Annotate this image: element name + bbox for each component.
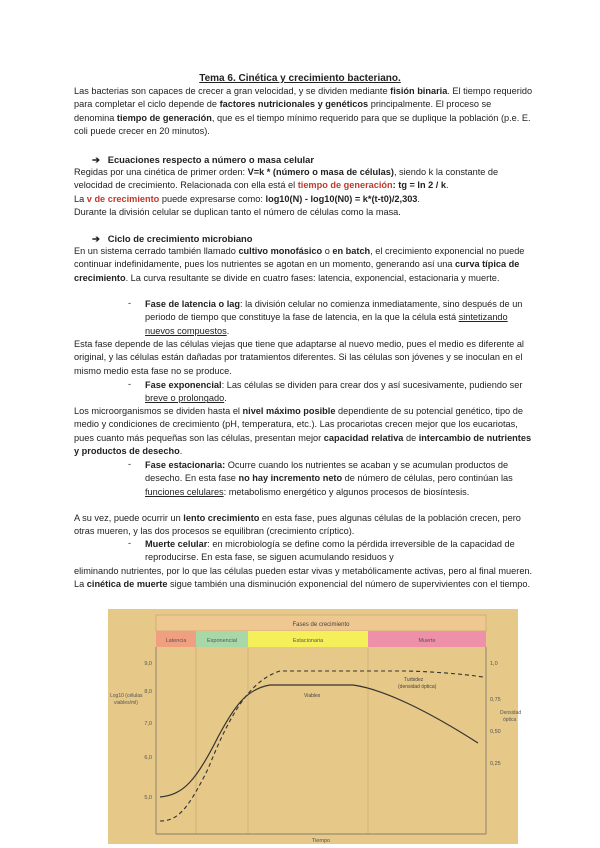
arrow-icon: ➔ — [92, 154, 100, 165]
turbidez-label: Turbidez — [404, 677, 424, 683]
stationary-phase-item: Fase estacionaria: Ocurre cuando los nutrientes se acaban y se acumulan productos de desecho. En esta fase no hay incremento neto de número de células, pero continúan las funciones celulares: metabolismo energético y algunos procesos de biosíntesis. — [145, 460, 513, 497]
exponential-paragraph: Los microorganismos se dividen hasta el nivel máximo posible dependiente de su potencial genético, tipo de medio y condiciones de crecimiento (pH, temperatura, etc.). Las procariotas crecen mejor que los eucariotas, pues cuanto más pequeñas son las células, presentan mejor capacidad relativa de intercambio de nutrientes y productos de desecho. — [74, 406, 532, 457]
left-axis-label: viables/ml) — [114, 700, 138, 706]
section1-body: Regidas por una cinética de primer orden: V=k * (número o masa de células), siendo k la constante de velocidad de crecimiento. Relacionada con ella está el tiempo de generación: tg = ln 2 / k. La v de crecimiento puede expresarse como: log10(N) - log10(N0) = k*(t-t0)/2,303. Durante la división celular se duplican tanto el número de células como la masa. — [74, 167, 499, 218]
doc-title: Tema 6. Cinética y crecimiento bacteriano. — [199, 73, 401, 84]
bullet-dash: - — [128, 538, 132, 548]
left-tick: 9,0 — [144, 661, 152, 667]
death-paragraph: eliminando nutrientes, por lo que las células pueden estar vivas y metabólicamente activas, pero al final mueren. La cinética de muerte sigue también una disminución exponencial del número de supervivientes con el tiempo. — [74, 566, 533, 590]
bullet-dash: - — [128, 379, 132, 389]
death-phase-item: Muerte celular: en microbiología se define como la pérdida irreversible de la capacidad de reproducirse. En esta fase, se siguen acumulando residuos y — [145, 539, 515, 563]
phase-label: Latencia — [165, 638, 187, 644]
section2-intro: En un sistema cerrado también llamado cultivo monofásico o en batch, el crecimiento exponencial no puede continuar indefinidamente, pues los nutrientes se agotan en un momento, generando así una curva típica de crecimiento. La curva resultante se divide en cuatro fases: latencia, exponencial, estacionaria y muerte. — [74, 246, 525, 283]
right-tick: 1,0 — [490, 661, 498, 667]
right-axis-label: óptica — [503, 717, 517, 723]
lag-paragraph: Esta fase depende de las células viejas que tiene que adaptarse al nuevo medio, pues el medio es diferente al original, y las células están dañadas por tratamientos diferentes. Si las células son jóvenes y se inoculan en el mismo medio esta fase no se produce. — [74, 339, 524, 376]
section2-heading: ➔ Ciclo de crecimiento microbiano — [92, 233, 253, 244]
left-tick: 7,0 — [144, 721, 152, 727]
intro-paragraph: Las bacterias son capaces de crecer a gran velocidad, y se dividen mediante fisión binaria. El tiempo requerido para completar el ciclo depende de factores nutricionales y genéticos principalmente. El proceso se denomina tiempo de generación, que es el tiempo mínimo requerido para que se duplique la población (p.e. E. coli puede crecer en 20 minutos). — [74, 86, 533, 137]
right-tick: 0,50 — [490, 729, 501, 735]
phases-header-label: Fases de crecimiento — [292, 622, 350, 628]
left-tick: 6,0 — [144, 755, 152, 761]
stationary-paragraph: A su vez, puede ocurrir un lento crecimiento en esta fase, pues algunas células de la población crecen, pero otras mueren, y las dos procesos se equilibran (crecimiento críptico). — [74, 513, 521, 537]
left-tick: 8,0 — [144, 689, 152, 695]
bullet-dash: - — [128, 459, 132, 469]
phase-label: Exponencial — [207, 638, 237, 644]
right-tick: 0,25 — [490, 761, 501, 767]
phase-label: Estacionaria — [292, 638, 324, 644]
arrow-icon: ➔ — [92, 233, 100, 244]
turbidez-label: (densidad óptica) — [398, 684, 437, 690]
bullet-dash: - — [128, 298, 132, 308]
lag-phase-item: Fase de latencia o lag: la división celular no comienza inmediatamente, sino después de un periodo de tiempo que constituye la fase de latencia, en la que la célula está sintetizando nuevos compuestos. — [145, 299, 523, 336]
phase-label: Muerte — [418, 638, 436, 644]
section1-heading: ➔ Ecuaciones respecto a número o masa celular — [92, 154, 315, 165]
growth-curve-figure — [108, 609, 522, 844]
x-axis-label: Tiempo — [311, 838, 331, 844]
left-axis-label: Log10 (células — [110, 693, 143, 699]
left-tick: 5,0 — [144, 795, 152, 801]
right-tick: 0,75 — [490, 697, 501, 703]
exponential-phase-item: Fase exponencial: Las células se dividen para crear dos y así sucesivamente, pudiendo ser breve o prolongado. — [145, 380, 523, 404]
viables-label: Viables — [304, 693, 321, 699]
right-axis-label: Densidad — [500, 710, 522, 716]
